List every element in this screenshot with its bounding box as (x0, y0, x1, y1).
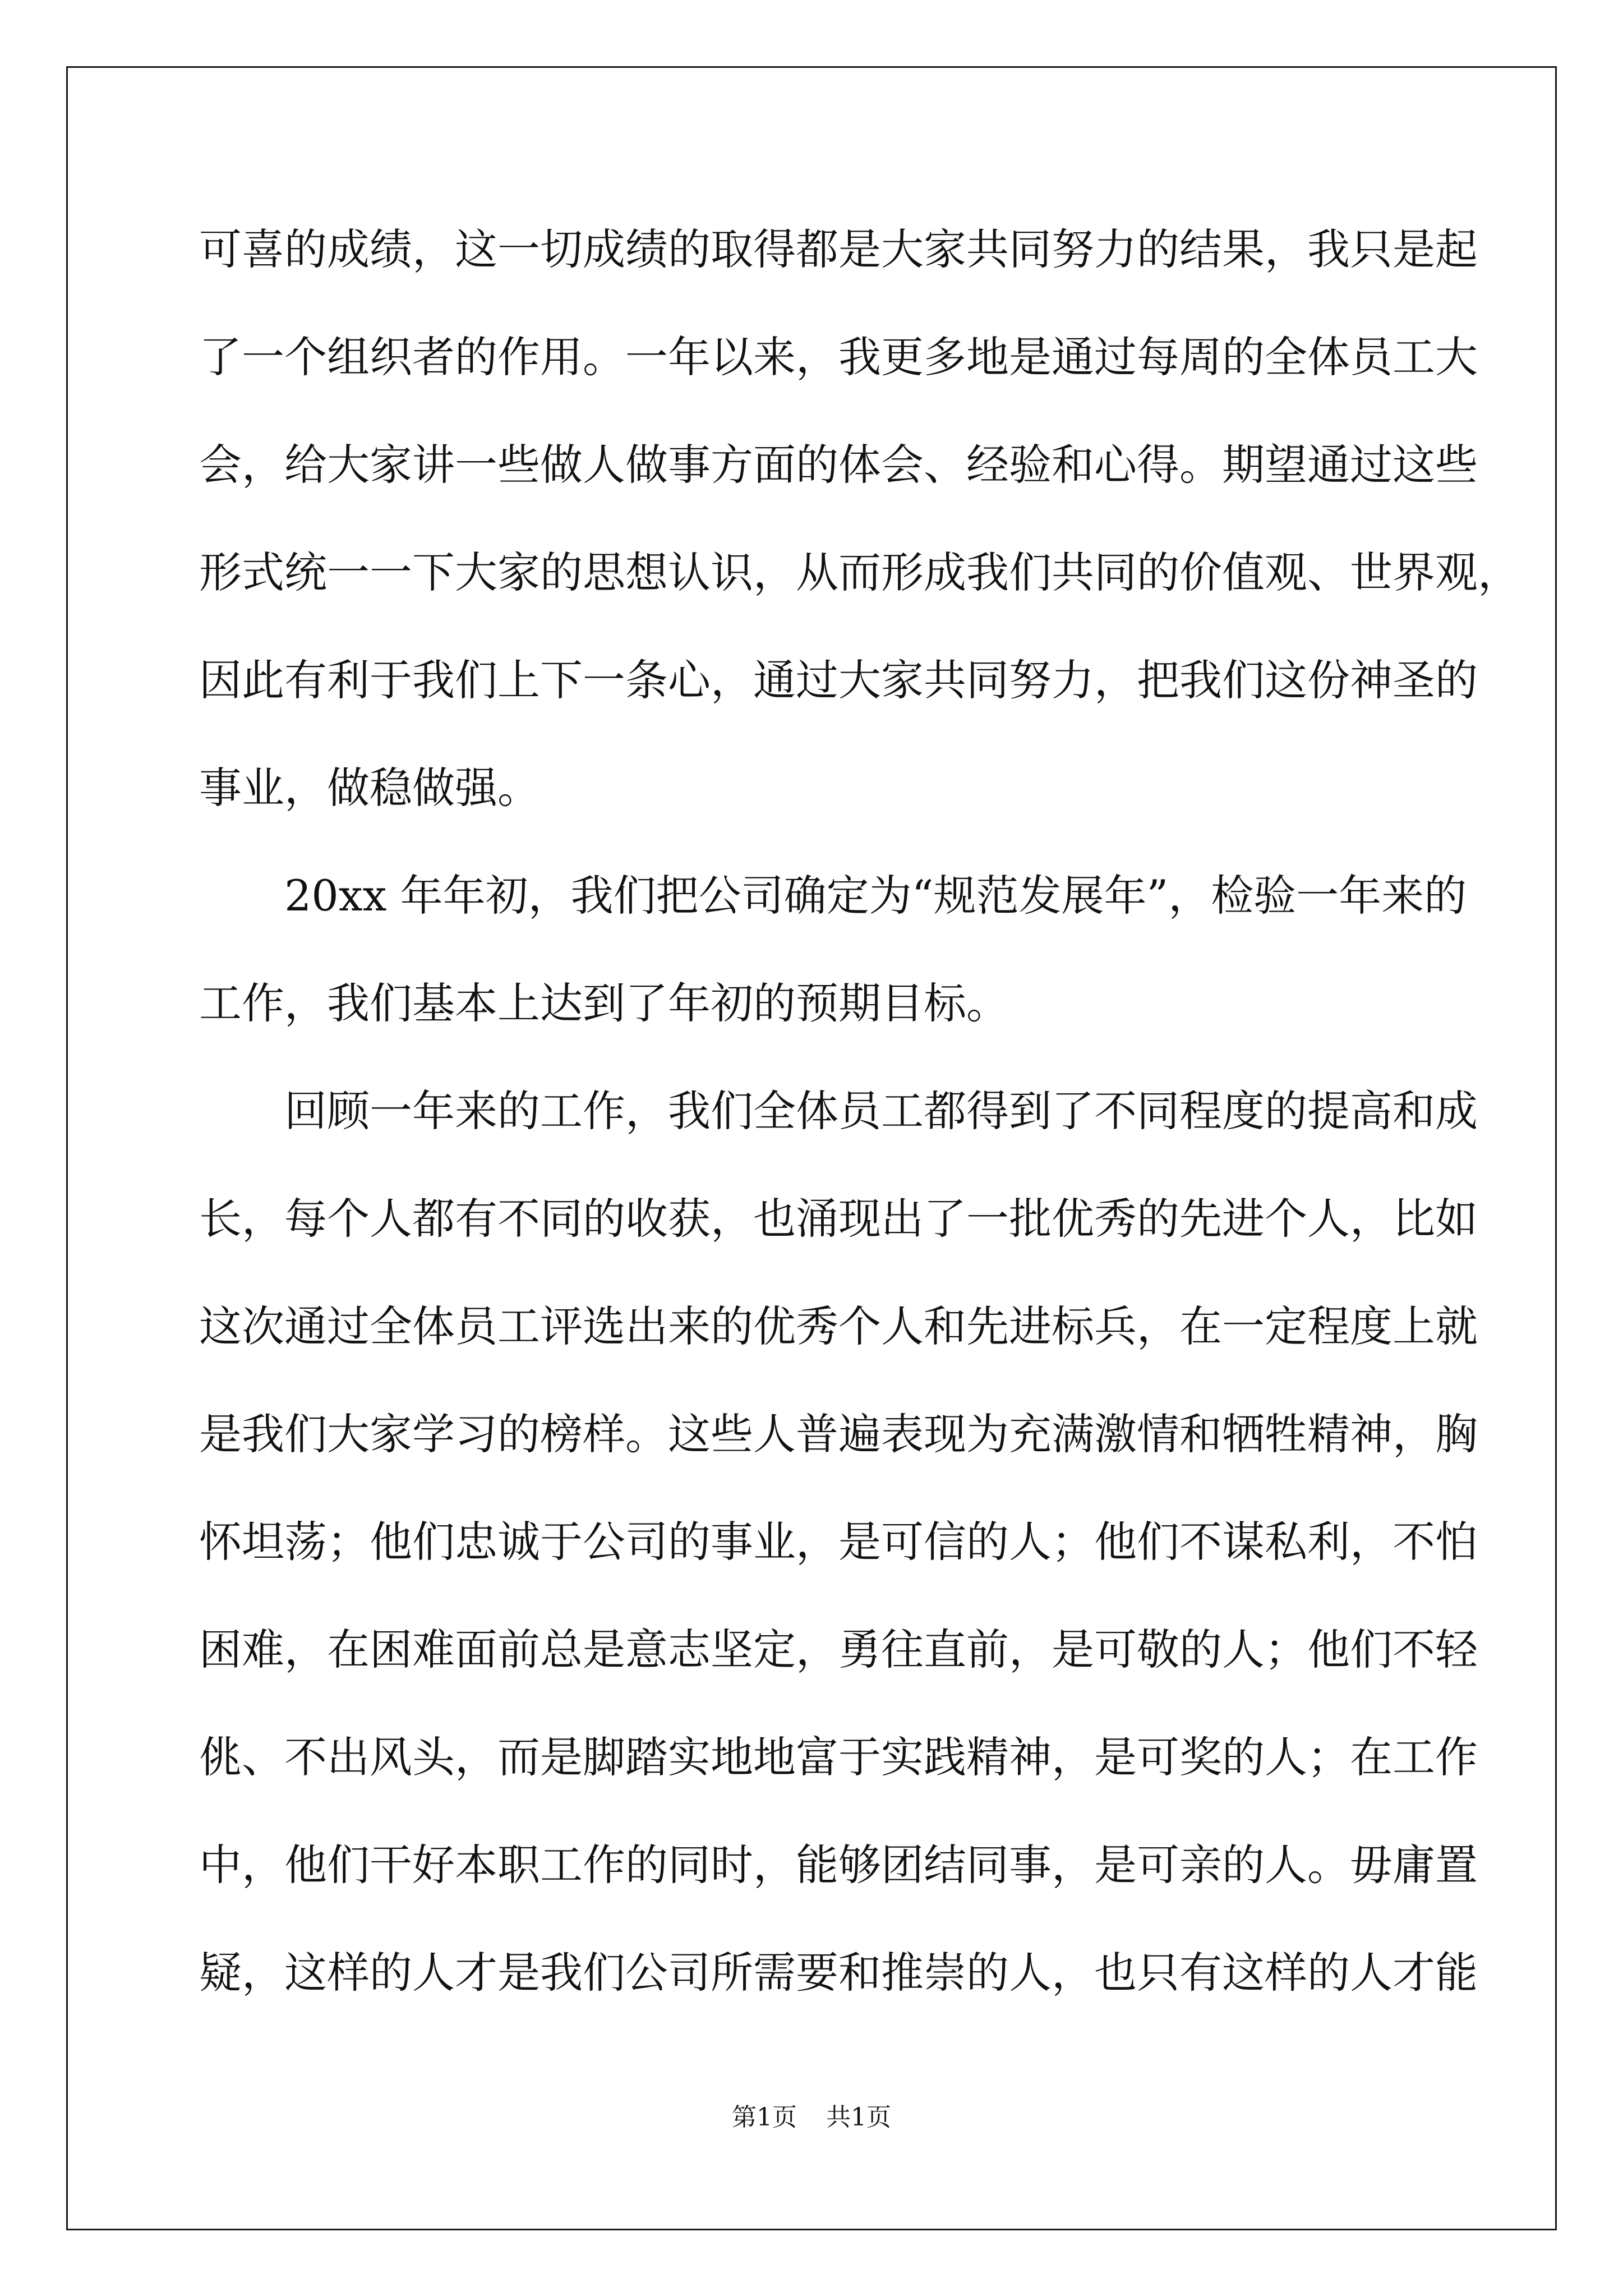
paragraph-first-line: 回顾一年来的工作，我们全体员工都得到了不同程度的提高和成 (284, 1086, 1478, 1136)
page-number: 第1页 (732, 2103, 797, 2132)
text-line: 因此有利于我们上下一条心，通过大家共同努力，把我们这份神圣的 (199, 655, 1478, 705)
page-footer (0, 2101, 1623, 2134)
text-line: 可喜的成绩，这一切成绩的取得都是大家共同努力的结果，我只是起 (199, 224, 1478, 274)
text-line: 会，给大家讲一些做人做事方面的体会、经验和心得。期望通过这些 (199, 440, 1478, 490)
text-line: 疑，这样的人才是我们公司所需要和推崇的人，也只有这样的人才能 (199, 1948, 1478, 1998)
text-line: 工作，我们基本上达到了年初的预期目标。 (199, 978, 1009, 1028)
paragraph-first-line: 20xx 年年初，我们把公司确定为“规范发展年”，检验一年来的 (284, 871, 1467, 921)
text-line: 事业，做稳做强。 (199, 763, 540, 813)
text-line: 困难，在困难面前总是意志坚定，勇往直前，是可敬的人；他们不轻 (199, 1625, 1478, 1674)
text-line: 形式统一一下大家的思想认识，从而形成我们共同的价值观、世界观， (199, 547, 1520, 597)
text-line: 怀坦荡；他们忠诚于公司的事业，是可信的人；他们不谋私利，不怕 (199, 1517, 1478, 1567)
document-body (199, 219, 1520, 2050)
text-line: 长，每个人都有不同的收获，也涌现出了一批优秀的先进个人，比如 (199, 1194, 1478, 1244)
text-line: 中，他们干好本职工作的同时，能够团结同事，是可亲的人。毋庸置 (199, 1840, 1478, 1890)
text-line: 是我们大家学习的榜样。这些人普遍表现为充满激情和牺牲精神，胸 (199, 1409, 1478, 1459)
text-line: 了一个组织者的作用。一年以来，我更多地是通过每周的全体员工大 (199, 332, 1478, 382)
text-line: 佻、不出风头，而是脚踏实地地富于实践精神，是可奖的人；在工作 (199, 1732, 1478, 1782)
text-line: 这次通过全体员工评选出来的优秀个人和先进标兵，在一定程度上就 (199, 1301, 1478, 1351)
page-total: 共1页 (826, 2103, 891, 2132)
